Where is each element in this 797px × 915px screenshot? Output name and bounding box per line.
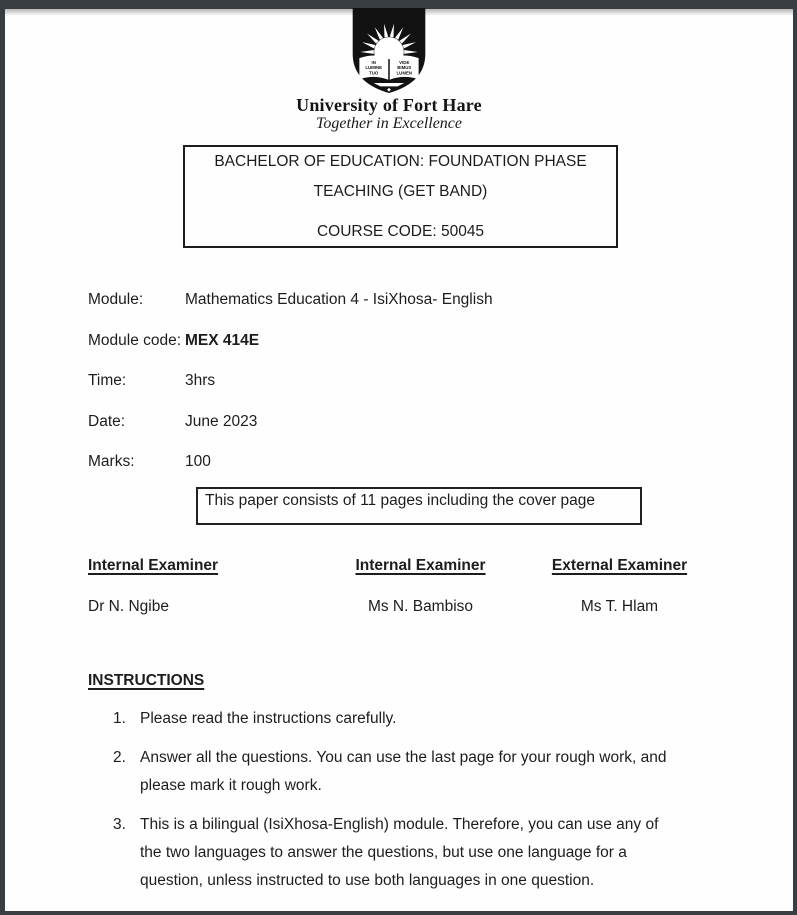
- instructions-list: [113, 705, 713, 906]
- svg-text:BIMUS: BIMUS: [397, 65, 412, 71]
- course-code: COURSE CODE: 50045: [316, 223, 485, 240]
- detail-value: MEX 414E: [185, 331, 260, 349]
- detail-value: 3hrs: [185, 372, 216, 389]
- instructions-heading: INSTRUCTIONS: [88, 672, 205, 689]
- module-details: [88, 291, 648, 494]
- svg-text:LUMEN: LUMEN: [396, 70, 413, 76]
- examiner-external: [546, 557, 693, 616]
- university-tagline: Together in Excellence: [315, 115, 463, 132]
- item-text: Please read the instructions carefully.: [140, 710, 397, 727]
- examiner-title: Internal Examiner: [88, 557, 219, 574]
- instruction-item-2: [113, 744, 713, 800]
- instruction-item-3: [113, 811, 713, 895]
- item-text: This is a bilingual (IsiXhosa-English) module. Therefore, you can use any of the two languages to answer the questions, but use one language for a question, unless instructed to use both languages in one question.: [140, 816, 659, 889]
- examiner-title: External Examiner: [551, 557, 688, 574]
- detail-value: Mathematics Education 4 - IsiXhosa- English: [185, 291, 493, 308]
- item-number: 3.: [113, 816, 126, 833]
- detail-label: Time:: [88, 372, 127, 389]
- detail-row-module-code: [88, 332, 648, 350]
- detail-row-marks: [88, 453, 648, 471]
- programme-line-1: BACHELOR OF EDUCATION: FOUNDATION PHASE: [214, 153, 587, 170]
- svg-text:IN: IN: [371, 59, 376, 65]
- open-book-icon: [359, 56, 418, 92]
- examiner-internal-1: [88, 557, 238, 616]
- examiner-internal-2: [352, 557, 489, 616]
- programme-title-box: [183, 145, 618, 248]
- detail-label: Module code:: [88, 331, 182, 349]
- detail-value: June 2023: [185, 412, 258, 430]
- item-number: 1.: [113, 710, 126, 727]
- detail-row-module: [88, 291, 648, 309]
- examiner-name: Ms N. Bambiso: [367, 598, 474, 615]
- pages-note-text: This paper consists of 11 pages including the cover page: [205, 492, 596, 509]
- detail-row-date: [88, 413, 648, 431]
- item-text: Answer all the questions. You can use the last page for your rough work, and please mark it rough work.: [140, 749, 667, 794]
- examiner-name: Dr N. Ngibe: [88, 598, 169, 615]
- pages-note-box: [196, 487, 642, 525]
- detail-value: 100: [185, 453, 211, 470]
- detail-label: Module:: [88, 291, 144, 308]
- instruction-item-1: [113, 705, 713, 733]
- svg-text:LUMINE: LUMINE: [365, 65, 383, 71]
- detail-label: Date:: [88, 412, 126, 430]
- svg-text:TUO: TUO: [369, 70, 379, 76]
- examiner-name: Ms T. Hlam: [580, 598, 659, 615]
- examiner-title: Internal Examiner: [355, 557, 486, 574]
- item-number: 2.: [113, 749, 126, 766]
- svg-text:VIDE: VIDE: [399, 59, 410, 65]
- detail-label: Marks:: [88, 453, 135, 470]
- university-name: University of Fort Hare: [296, 95, 482, 115]
- detail-row-time: [88, 372, 648, 390]
- university-crest-icon: [341, 8, 437, 94]
- programme-line-2: TEACHING (GET BAND): [313, 183, 488, 200]
